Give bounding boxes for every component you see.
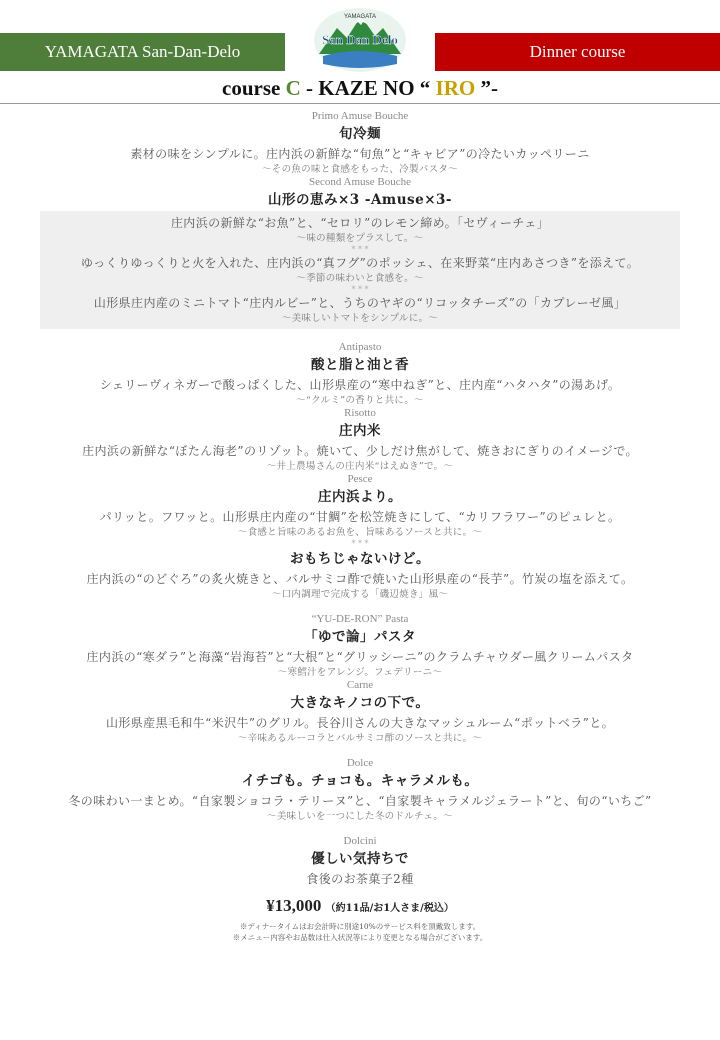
category-label: Dolcini <box>343 835 377 847</box>
dish-description: 庄内浜の新鮮な“ぼたん海老”のリゾット。焼いて、少しだけ焦がして、焼きおにぎりのイメージで。 <box>82 444 638 458</box>
title-divider <box>0 103 720 104</box>
antipasto-section <box>0 341 720 407</box>
dish-title: 酸と脂と油と香 <box>311 357 409 373</box>
category-label: Antipasto <box>338 341 382 353</box>
category-label: Primo Amuse Bouche <box>311 110 409 122</box>
course-title-end: ”- <box>480 76 498 100</box>
course-type: Dinner course <box>529 42 626 61</box>
amuse-item-subtext: 〜美味しいトマトをシンプルに。〜 <box>281 313 439 324</box>
menu-change-note: ※メニュー内容やお品数は仕入状況等により変更となる場合がございます。 <box>232 933 488 942</box>
logo-name-text: San Dan Delo <box>322 32 398 47</box>
pesce-section <box>0 473 720 601</box>
amuse-item-description: 山形県庄内産のミニトマト“庄内ルビー”と、うちのヤギの“リコッタチーズ”の「カプレーゼ風」 <box>93 296 627 310</box>
course-title-iro: IRO <box>430 76 481 100</box>
restaurant-name: YAMAGATA San-Dan-Delo <box>44 42 241 61</box>
dish-description: 庄内浜の“寒ダラ”と海藻“岩海苔”と“大根”と“グリッシーニ”のクラムチャウダー風クリームパスタ <box>86 650 634 664</box>
category-label: “YU-DE-RON” Pasta <box>311 613 409 625</box>
amuse-item-description: 庄内浜の新鮮な“お魚”と、“セロリ”のレモン締め。「セヴィーチェ」 <box>170 216 550 230</box>
amuse-item-subtext: 〜季節の味わいと食感を。〜 <box>296 273 424 284</box>
price-note: （約11品/お1人さま/税込） <box>325 903 454 914</box>
dish-description: 山形県産黒毛和牛“米沢牛”のグリル。長谷川さんの大きなマッシュルーム“ポットベラ”と。 <box>105 716 615 730</box>
pasta-section <box>0 613 720 679</box>
logo-top-text: YAMAGATA <box>343 14 377 20</box>
menu-content <box>0 110 720 943</box>
price-amount: ¥13,000 <box>266 896 322 915</box>
dish-subtext: 〜“クルミ”の香りと共に。〜 <box>296 395 424 406</box>
course-type-banner <box>435 33 720 71</box>
dish-title: イチゴも。チョコも。キャラメルも。 <box>241 773 479 789</box>
restaurant-logo <box>311 6 409 74</box>
dish-subtext: 〜食感と旨味のあるお魚を、旨味あるソースと共に。〜 <box>237 527 483 538</box>
dish-subtext: 〜井上農場さんの庄内米“はえぬき”で。〜 <box>266 461 454 472</box>
dish-title: 「ゆで論」パスタ <box>304 629 416 645</box>
course-title <box>0 76 720 101</box>
dish-subtext: 〜口内調理で完成する「磯辺焼き」風〜 <box>271 589 449 600</box>
dish-description: 食後のお茶菓子2種 <box>306 872 414 886</box>
separator: * * * <box>351 285 369 294</box>
amuse-item-subtext: 〜味の種類をプラスして。〜 <box>296 233 424 244</box>
dish-subtext: 〜美味しいを一つにした冬のドルチェ。〜 <box>267 811 453 822</box>
dish-description: 冬の味わい一まとめ。“自家製ショコラ・テリーヌ”と、“自家製キャラメルジェラート”と、旬の“いちご” <box>68 794 652 808</box>
dish-title: 優しい気持ちで <box>311 851 409 867</box>
category-label: Second Amuse Bouche <box>308 176 412 188</box>
service-charge-note: ※ディナータイムはお会計時に別途10%のサービス料を頂戴致します。 <box>239 922 481 931</box>
dish-title: 大きなキノコの下で。 <box>290 695 430 711</box>
dish-subtext: 〜辛味あるルーコラとバルサミコ酢のソースと共に。〜 <box>237 733 483 744</box>
course-price <box>0 894 720 921</box>
dish-description: シェリーヴィネガーで酸っぱくした、山形県産の“寒中ねぎ”と、庄内産“ハタハタ”の湯あげ。 <box>99 378 621 392</box>
category-label: Risotto <box>344 407 376 419</box>
second-amuse-section <box>0 176 720 329</box>
dish-title: 庄内米 <box>339 423 381 439</box>
separator: * * * <box>351 245 369 254</box>
dish-description: パリッと。フワッと。山形県庄内産の“甘鯛”を松笠焼きにして、“カリフラワー”のピュレと。 <box>99 510 621 524</box>
risotto-section <box>0 407 720 473</box>
course-title-prefix: course <box>222 76 281 100</box>
mountain-logo-icon <box>311 6 409 74</box>
amuse-item-description: ゆっくりゆっくりと火を入れた、庄内浜の“真フグ”のポッシェ、在来野菜“庄内あさつき”を添えて。 <box>80 256 640 270</box>
amuse-items-box <box>40 211 680 329</box>
course-letter: C <box>285 76 301 100</box>
category-label: Pesce <box>347 473 373 485</box>
dish-description: 素材の味をシンプルに。庄内浜の新鮮な“旬魚”と“キャビア”の冷たいカッペリーニ <box>130 147 590 161</box>
category-label: Dolce <box>346 757 374 769</box>
dish-title: 山形の恵み×3 -Amuse×3- <box>267 192 453 208</box>
course-title-mid: - KAZE NO “ <box>306 76 431 100</box>
dish-subtext: 〜その魚の味と食感をもった、冷製パスタ〜 <box>261 164 458 175</box>
dish-title: おもちじゃないけど。 <box>290 551 430 567</box>
restaurant-name-banner <box>0 33 285 71</box>
carne-section <box>0 679 720 745</box>
dolce-section <box>0 757 720 823</box>
primo-amuse-section <box>0 110 720 176</box>
category-label: Carne <box>346 679 374 691</box>
dolcini-section <box>0 835 720 888</box>
dish-subtext: 〜寒鱈汁をアレンジ。フェデリーニ〜 <box>277 667 443 678</box>
dish-title: 庄内浜より。 <box>318 489 402 505</box>
dish-title: 旬冷麺 <box>339 126 381 142</box>
separator: * * * <box>351 539 369 548</box>
dish-description: 庄内浜の“のどぐろ”の炙火焼きと、バルサミコ酢で焼いた山形県産の“長芋”。竹炭の塩を添えて。 <box>86 572 634 586</box>
